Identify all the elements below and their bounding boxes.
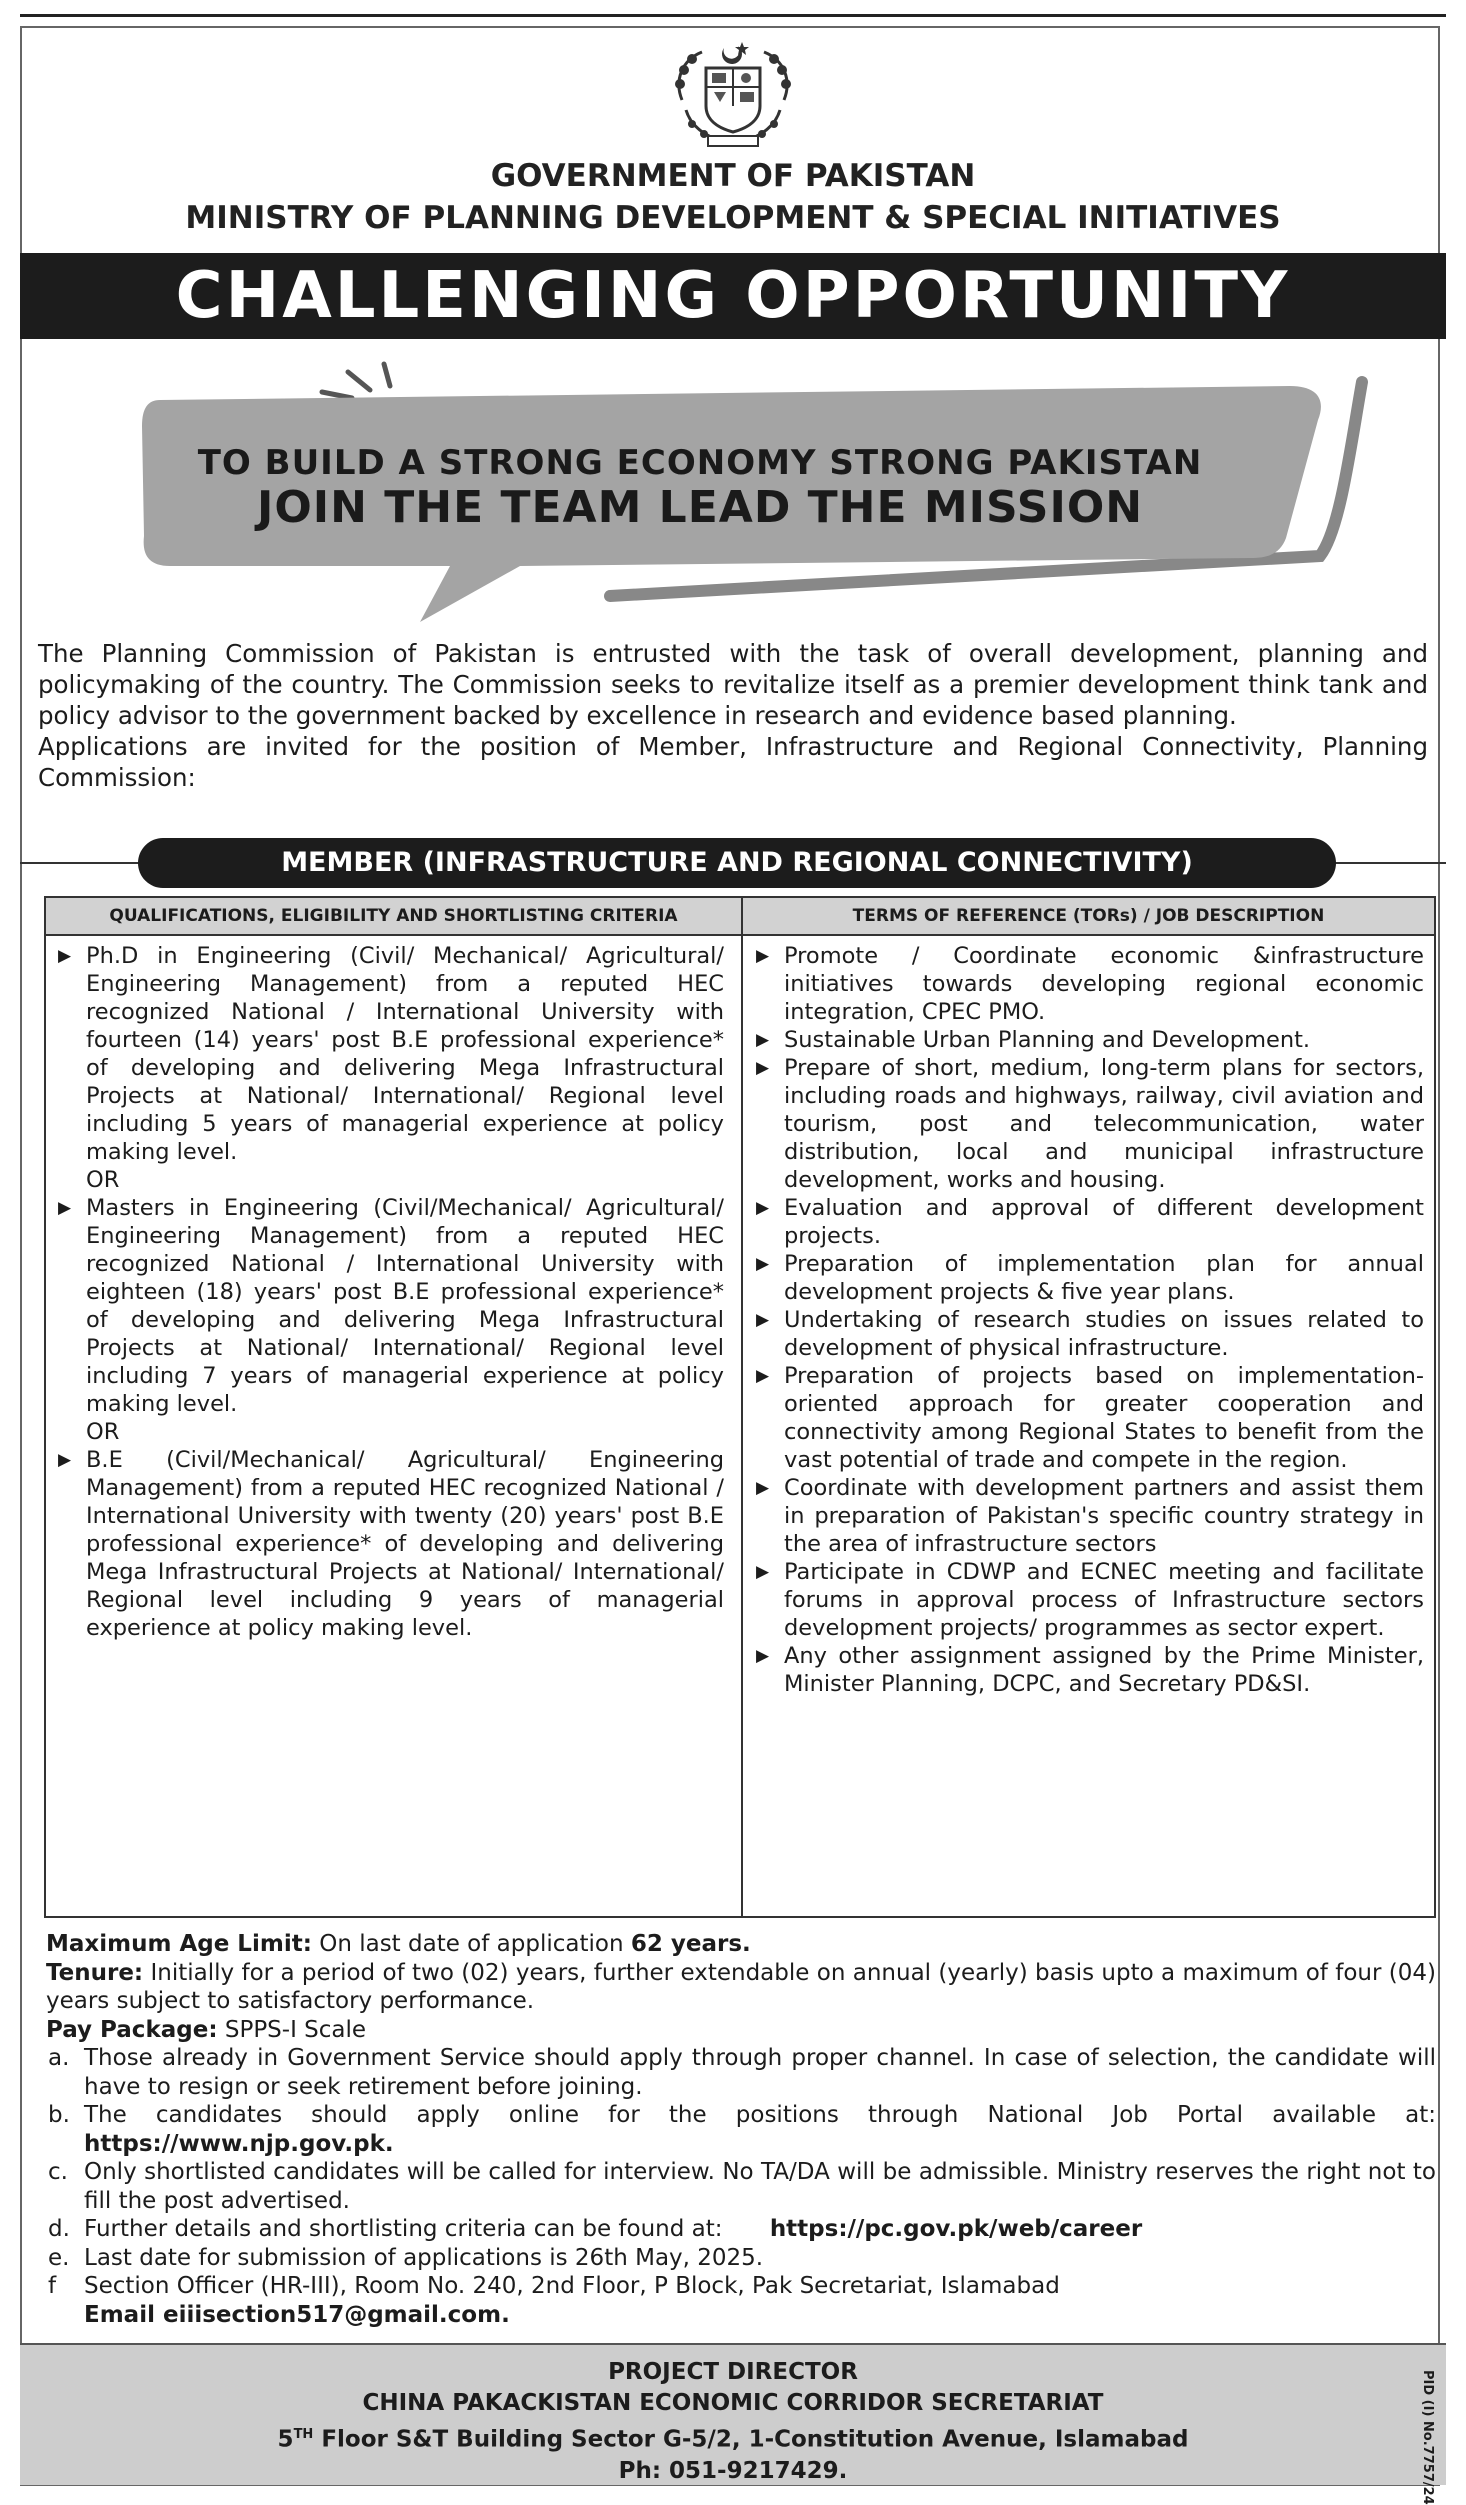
note-text: Further details and shortlisting criteria can be found at: bbox=[84, 2216, 723, 2242]
age-limit bbox=[46, 1930, 1436, 1959]
note-text: Last date for submission of applications is 26th May, 2025. bbox=[84, 2244, 764, 2271]
note-marker: b. bbox=[48, 2102, 70, 2128]
qualifications-column bbox=[56, 942, 724, 1642]
position-title: MEMBER (INFRASTRUCTURE AND REGIONAL CONNECTIVITY) bbox=[138, 838, 1336, 888]
qualification-item: ▶ Masters in Engineering (Civil/Mechanical/ Agricultural/ Engineering Management) from a reputed HEC recognized National / International University with eighteen (18) years' post B.E professional experience* of developing and delivering Mega Infrastructural Projects at National/ International/ Regional level including 7 years of managerial experience at policy making level. bbox=[56, 1194, 724, 1418]
note-c bbox=[46, 2158, 1436, 2215]
footer-address bbox=[20, 2419, 1446, 2456]
tor-item: ▶ Prepare of short, medium, long-term plans for sectors, including roads and highways, railway, civil aviation and tourism, post and telecommunication, water distribution, local and municipal infrastructure development, works and housing. bbox=[754, 1054, 1424, 1194]
note-text: Only shortlisted candidates will be called for interview. No TA/DA will be admissible. Ministry reserves the right not to fill the post advertised. bbox=[84, 2159, 1436, 2214]
career-link[interactable]: https://pc.gov.pk/web/career bbox=[769, 2216, 1143, 2242]
intro-paragraph: The Planning Commission of Pakistan is entrusted with the task of overall development, planning and policymaking of the country. The Commission seeks to revitalize itself as a premier development think tank and policy advisor to the government backed by excellence in research and evidence based planning. bbox=[38, 639, 1428, 730]
njp-link[interactable]: https://www.njp.gov.pk. bbox=[84, 2130, 394, 2157]
age-label: Maximum Age Limit: bbox=[46, 1931, 312, 1957]
tenure-label: Tenure: bbox=[46, 1959, 144, 1986]
note-b bbox=[46, 2101, 1436, 2158]
tor-item: ▶ Participate in CDWP and ECNEC meeting and facilitate forums in approval process of Infrastructure sectors development projects/ programmes as sector expert. bbox=[754, 1558, 1424, 1642]
note-marker: d. bbox=[48, 2216, 70, 2242]
pay-text: SPPS-I Scale bbox=[224, 2016, 367, 2043]
address-rest: Floor S&T Building Sector G-5/2, 1-Constitution Avenue, Islamabad bbox=[313, 2426, 1189, 2453]
slogan-line-1: TO BUILD A STRONG ECONOMY STRONG PAKISTAN bbox=[197, 443, 1203, 483]
footer-contact-block bbox=[20, 2343, 1446, 2485]
note-f bbox=[46, 2272, 1436, 2329]
footer-organization: CHINA PAKACKISTAN ECONOMIC CORRIDOR SECRETARIAT bbox=[362, 2390, 1104, 2416]
or-label: OR bbox=[86, 1419, 120, 1445]
qualification-item: ▶ B.E (Civil/Mechanical/ Agricultural/ Engineering Management) from a reputed HEC recognized National / International University with twenty (20) years' post B.E professional experience* of developing and delivering Mega Infrastructural Projects at National/ International/ Regional level including 9 years of managerial experience at policy making level. bbox=[56, 1446, 724, 1642]
terms-section bbox=[46, 1930, 1436, 2329]
government-heading: GOVERNMENT OF PAKISTAN bbox=[490, 158, 976, 194]
pay-label: Pay Package: bbox=[46, 2016, 218, 2043]
or-label: OR bbox=[86, 1167, 120, 1193]
intro-text bbox=[38, 638, 1428, 793]
contact-email[interactable]: Email eiiisection517@gmail.com. bbox=[84, 2301, 510, 2328]
footer-title: PROJECT DIRECTOR bbox=[608, 2359, 858, 2385]
column-divider bbox=[741, 898, 743, 1916]
pid-text: PID (I) No.7757/24 bbox=[1420, 2370, 1435, 2505]
note-marker: f bbox=[48, 2273, 57, 2299]
tor-item: ▶ Preparation of projects based on implementation-oriented approach for greater cooperation and connectivity among Regional States to benefit from the vast potential of trade and compete in the region. bbox=[754, 1362, 1424, 1474]
criteria-table bbox=[44, 896, 1436, 1918]
tor-item: ▶ Evaluation and approval of different development projects. bbox=[754, 1194, 1424, 1250]
pay-package bbox=[46, 2016, 1436, 2045]
pid-number bbox=[1417, 2370, 1439, 2505]
note-marker: e. bbox=[48, 2244, 70, 2271]
state-emblem bbox=[662, 40, 804, 152]
tors-column bbox=[754, 942, 1424, 1698]
tor-item: ▶ Any other assignment assigned by the Prime Minister, Minister Planning, DCPC, and Secretary PD&SI. bbox=[754, 1642, 1424, 1698]
title-banner: CHALLENGING OPPORTUNITY bbox=[20, 253, 1446, 339]
note-e bbox=[46, 2244, 1436, 2273]
top-rule bbox=[20, 14, 1446, 17]
tenure-text: Initially for a period of two (02) years, further extendable on annual (yearly) basis upto a maximum of four (04) years subject to satisfactory performance. bbox=[46, 1959, 1436, 2014]
ministry-heading: MINISTRY OF PLANNING DEVELOPMENT & SPECIAL INITIATIVES bbox=[185, 200, 1281, 236]
note-text: The candidates should apply online for the positions through National Job Portal available at: bbox=[84, 2102, 1436, 2128]
qualifications-header: QUALIFICATIONS, ELIGIBILITY AND SHORTLISTING CRITERIA bbox=[46, 898, 741, 936]
tenure bbox=[46, 1959, 1436, 2016]
note-marker: c. bbox=[48, 2159, 68, 2185]
note-d bbox=[46, 2215, 1436, 2244]
note-a bbox=[46, 2044, 1436, 2101]
address-sup: TH bbox=[293, 2427, 314, 2442]
tor-item: ▶ Sustainable Urban Planning and Development. bbox=[754, 1026, 1424, 1054]
tor-item: ▶ Preparation of implementation plan for annual development projects & five year plans. bbox=[754, 1250, 1424, 1306]
note-text: Those already in Government Service should apply through proper channel. In case of selection, the candidate will have to resign or seek retirement before joining. bbox=[84, 2045, 1436, 2100]
invitation-paragraph: Applications are invited for the position of Member, Infrastructure and Regional Connectivity, Planning Commission: bbox=[38, 732, 1428, 792]
age-value: 62 years. bbox=[630, 1931, 751, 1957]
tors-header: TERMS OF REFERENCE (TORs) / JOB DESCRIPTION bbox=[743, 898, 1434, 936]
note-marker: a. bbox=[48, 2045, 70, 2071]
tor-item: ▶ Undertaking of research studies on issues related to development of physical infrastructure. bbox=[754, 1306, 1424, 1362]
tor-item: ▶ Coordinate with development partners and assist them in preparation of Pakistan's specific country strategy in the area of infrastructure sectors bbox=[754, 1474, 1424, 1558]
qualification-item: ▶ Ph.D in Engineering (Civil/ Mechanical/ Agricultural/ Engineering Management) from a reputed HEC recognized National / International University with fourteen (14) years' post B.E professional experience* of developing and delivering Mega Infrastructural Projects at National/ International/ Regional level including 5 years of managerial experience at policy making level. bbox=[56, 942, 724, 1166]
footer-phone: Ph: 051-9217429. bbox=[618, 2457, 848, 2484]
note-text: Section Officer (HR-III), Room No. 240, 2nd Floor, P Block, Pak Secretariat, Islamabad bbox=[84, 2273, 1060, 2299]
slogan-line-2: JOIN THE TEAM LEAD THE MISSION bbox=[256, 482, 1144, 533]
address-floor: 5 bbox=[277, 2426, 294, 2453]
tor-item: ▶ Promote / Coordinate economic &infrastructure initiatives towards developing regional economic integration, CPEC PMO. bbox=[754, 942, 1424, 1026]
age-text: On last date of application bbox=[319, 1931, 624, 1957]
